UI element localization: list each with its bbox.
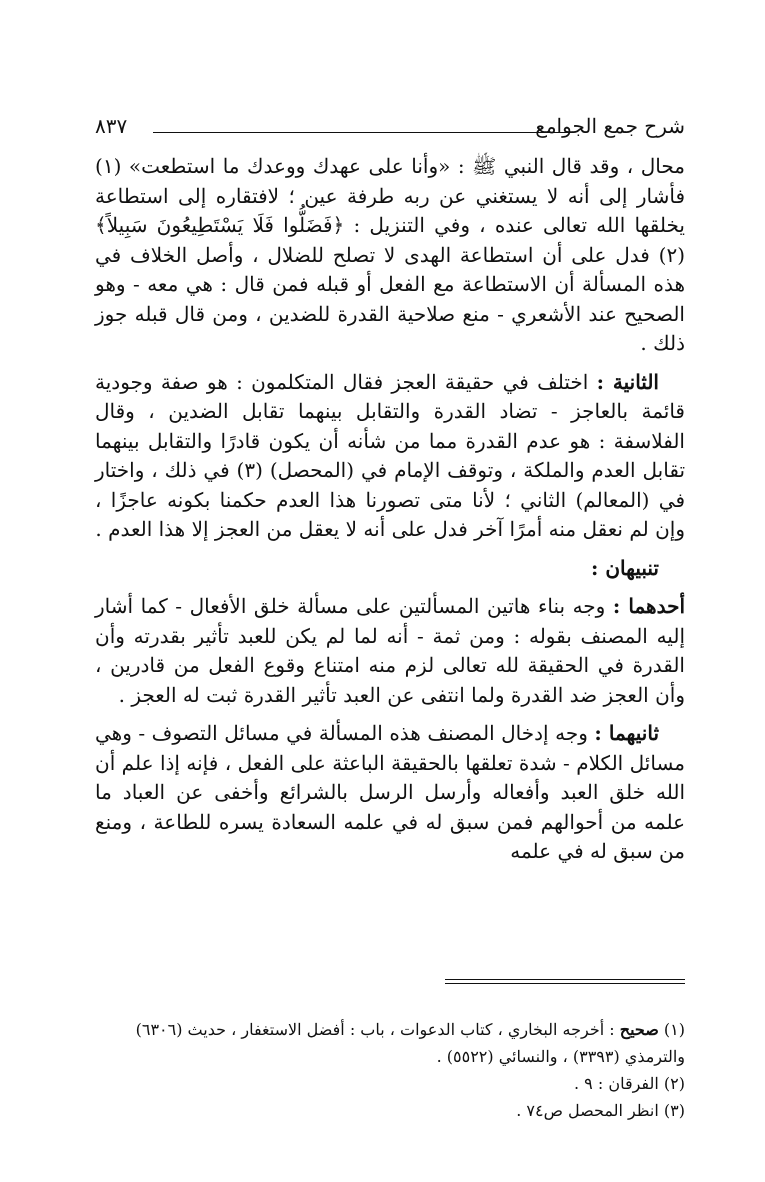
footnotes (95, 1016, 685, 1124)
header-rule (153, 132, 573, 133)
page-header (95, 112, 685, 142)
paragraph-2-text: اختلف في حقيقة العجز فقال المتكلمون : هو صفة وجودية قائمة بالعاجز - تضاد القدرة والتقابل بينهما تقابل الضدين ، وقال الفلاسفة : هو عدم القدرة مما من شأنه أن يكون قادرًا والتقابل بينهما تقابل العدم والملكة ، وتوقف الإمام في (المحصل) (٣) في ذلك ، واختار في (المعالم) الثاني ؛ لأنا متى تصورنا هذا العدم حكمنا بكونه عاجزًا ، وإن لم نعقل منه أمرًا آخر فدل على أنه لا يعقل من العجز إلا هذا العدم . (95, 369, 686, 541)
footnote-1-grade: صحيح (619, 1020, 659, 1039)
page-number: ٨٣٧ (95, 114, 128, 138)
body-text (95, 152, 685, 876)
paragraph-2 (95, 368, 685, 545)
paragraph-4-text: وجه إدخال المصنف هذه المسألة في مسائل التصوف - وهي مسائل الكلام - شدة تعلقها بالحقيقة الباعثة على الفعل ، فإنه إذا علم أن الله خلق العبد وأفعاله وأرسل الرسل بالشرائع وأخفى عن العباد ما علمه من أحوالهم فمن سبق له في علمه السعادة يسره للطاعة ، ومنع من سبق له في علمه (95, 721, 685, 863)
footnote-separator (445, 979, 685, 984)
paragraph-4 (95, 719, 685, 867)
paragraph-3-heading: أحدهما : (612, 594, 686, 618)
paragraph-1-text: محال ، وقد قال النبي ﷺ : «وأنا على عهدك ووعدك ما استطعت» (١) فأشار إلى أنه لا يستغني عن ربه طرفة عين ؛ لافتقاره إلى استطاعة يخلقها الله تعالى عنده ، وفي التنزيل : ﴿فَضَلُّوا فَلَا يَسْتَطِيعُونَ سَبِيلاً﴾ (٢) فدل على أن استطاعة الهدى لا تصلح للضلال ، وأصل الخلاف في هذه المسألة أن الاستطاعة مع الفعل أو قبله فمن قال : هي معه - وهو الصحيح عند الأشعري - منع صلاحية القدرة للضدين ، ومن قال قبله جوز ذلك . (95, 154, 685, 355)
paragraph-4-heading: ثانيهما : (594, 721, 660, 745)
paragraph-1 (95, 152, 685, 359)
running-title: شرح جمع الجوامع (535, 114, 685, 138)
paragraph-3 (95, 592, 685, 710)
footnote-3: (٣) انظر المحصل ص٧٤ . (516, 1101, 685, 1120)
tanbihan-heading: تنبيهان : (590, 555, 659, 580)
footnote-1: (١) صحيح : أخرجه البخاري ، كتاب الدعوات ، باب : أفضل الاستغفار ، حديث (٦٣٠٦) والترمذي (٣٣٩٣) ، والنسائي (٥٥٢٢) . (135, 1020, 685, 1066)
paragraph-3-text: وجه بناء هاتين المسألتين على مسألة خلق الأفعال - كما أشار إليه المصنف بقوله : ومن ثمة - أنه لما لم يكن للعبد تأثير بقدرته وأن القدرة في الحقيقة لله تعالى لزم منه امتناع وقوع الفعل من قادرين ، وأن العجز ضد القدرة ولما انتفى عن العبد تأثير القدرة ثبت له العجز . (95, 594, 685, 707)
paragraph-2-heading: الثانية : (596, 369, 659, 394)
footnote-2: (٢) الفرقان : ٩ . (573, 1074, 685, 1093)
section-heading (95, 554, 685, 584)
